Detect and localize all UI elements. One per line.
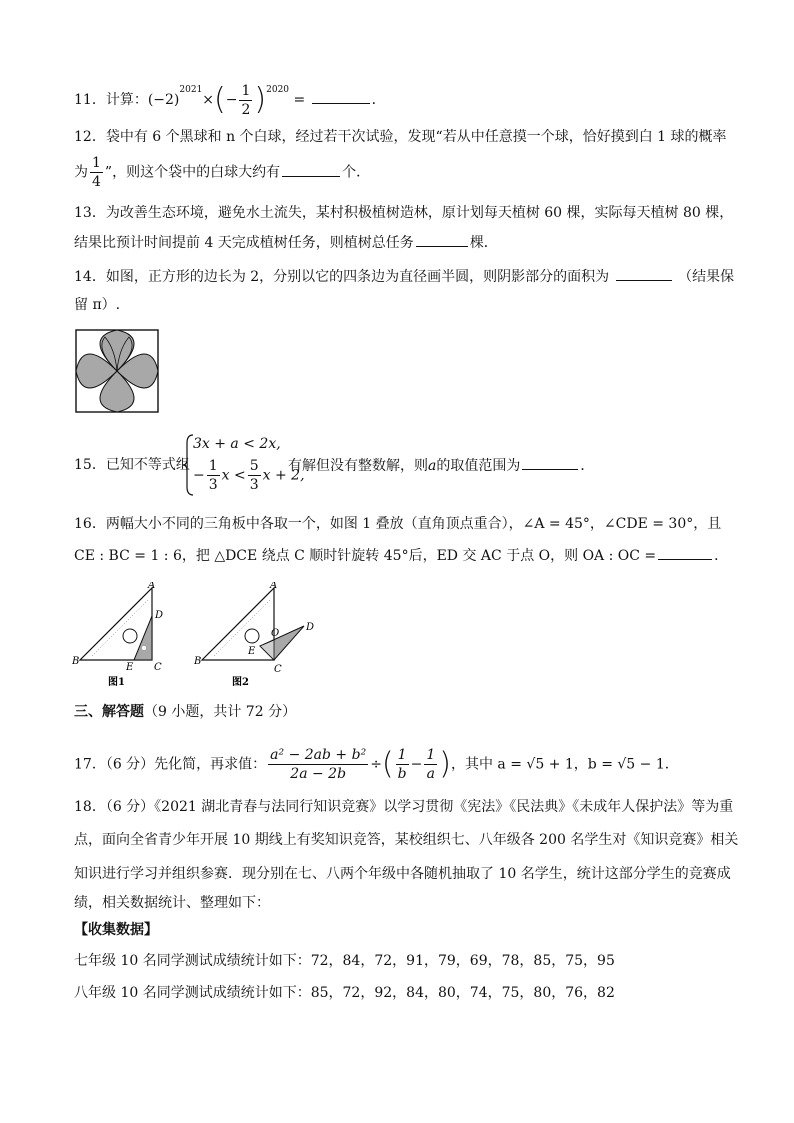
- question-15-tail: 有解但没有整数解，则a的取值范围为 ．: [288, 455, 594, 476]
- fig1-label-B: B: [72, 656, 80, 667]
- section-3-note: （9 小题，共计 72 分）: [144, 704, 297, 720]
- q12-pre: 为: [74, 164, 88, 181]
- fig2-caption: 图2: [232, 677, 249, 688]
- section-3-title: 三、解答题: [74, 704, 144, 720]
- q12-fraction: $\frac{1}{4}$: [92, 155, 101, 190]
- collect-data-title: 【收集数据】: [74, 922, 158, 938]
- q11-base: (−2): [147, 92, 180, 108]
- question-18-line3: 知识进行学习并组织参赛．现分别在七、八两个年级中各随机抽取了 10 名学生，统计这部分学生的竞赛成: [74, 866, 731, 882]
- fig2-label-E: E: [248, 646, 256, 657]
- q11-exp2: 2020: [266, 85, 290, 95]
- fig2-label-A: A: [270, 582, 278, 591]
- question-11: [74, 80, 386, 119]
- q16-answer-blank[interactable]: [658, 545, 712, 560]
- q11-answer-blank[interactable]: [312, 89, 370, 104]
- q11-lparen: (: [214, 82, 226, 117]
- question-15-number: 15．已知不等式组: [74, 457, 190, 473]
- question-13-line2: [74, 232, 498, 253]
- fig1-label-E: E: [126, 662, 134, 673]
- q12-answer-blank[interactable]: [282, 162, 340, 177]
- fig2-label-B: B: [194, 656, 202, 667]
- q16-figure-1: [72, 582, 172, 690]
- fig1-label-C: C: [154, 662, 162, 673]
- q14-text: 14．如图，正方形的边长为 2，分别以它的四条边为直径画半圆，则阴影部分的面积为: [74, 269, 610, 285]
- fig2-label-C: C: [274, 664, 282, 675]
- question-12-line2: [74, 154, 370, 191]
- q13-end: 棵．: [469, 235, 498, 251]
- fig2-label-D: D: [306, 622, 315, 633]
- q13-answer-blank[interactable]: [416, 232, 468, 247]
- question-14-line1: [74, 266, 734, 287]
- q17-fraction-2: $\frac{1}{b}$: [397, 747, 407, 782]
- question-18-line4: 绩，相关数据统计、整理如下：: [74, 895, 270, 911]
- q15-ineq2: − $\frac{1}{3}$ x < $\frac{5}{3}$ x + 2,: [193, 458, 305, 493]
- q11-rparen: ): [254, 82, 267, 117]
- q16-figure-2: [194, 582, 324, 690]
- q14-answer-blank[interactable]: [616, 266, 672, 281]
- q11-exp1: 2021: [179, 85, 203, 95]
- q14-square-figure: [75, 329, 159, 413]
- fig2-label-O: O: [271, 628, 280, 639]
- question-16-line2: CE : BC = 1 : 6，把 △DCE 绕点 C 顺时针旋转 45°后，ED 交 AC 于点 O，则 OA : OC = ．: [74, 545, 728, 566]
- q12-post: ”，则这个袋中的白球大约有: [104, 164, 281, 181]
- q17-fraction-1: $\frac{\text{a² − 2ab + b²}}{2a - 2b}$: [270, 747, 367, 782]
- grade7-scores: 七年级 10 名同学测试成绩统计如下：72，84，72，91，79，69，78，85，75，95: [74, 953, 615, 969]
- q13-line2-text: 结果比预计时间提前 4 天完成植树任务，则植树总任务: [74, 235, 414, 251]
- question-18-line2: 点，面向全省青少年开展 10 期线上有奖知识竞答，某校组织七、八年级各 200 名学生对《知识竞赛》相关: [74, 832, 739, 848]
- q15-answer-blank[interactable]: [522, 455, 578, 470]
- question-18-line1: 18．（6 分）《2021 湖北青春与法同行知识竞赛》以学习贯彻《宪法》《民法典》《未成年人保护法》等为重: [74, 799, 734, 815]
- question-17: 17．（6 分）先化简，再求值： $\frac{\text{a² − 2ab + b²}}{2a - 2b}$ ÷( $\frac{1}{b}$ − $\frac{1}{a}$ )，其中 a = √5 + 1，b = √5 − 1．: [74, 746, 679, 782]
- q11-number: 11．计算：: [74, 92, 148, 108]
- q12-end: 个．: [342, 164, 371, 181]
- q17-fraction-3: $\frac{1}{a}$: [426, 747, 436, 782]
- question-16-line1: 16．两幅大小不同的三角板中各取一个，如图 1 叠放（直角顶点重合），∠A = 45°，∠CDE = 30°，且: [74, 516, 722, 532]
- section-3-heading: [74, 702, 296, 722]
- q11-fraction: $\frac{1}{2}$: [241, 82, 251, 118]
- question-14-line2: 留 π）.: [74, 297, 121, 313]
- fig1-label-D: D: [155, 610, 164, 621]
- grade8-scores: 八年级 10 名同学测试成绩统计如下：85，72，92，84，80，74，75，80，76，82: [74, 985, 615, 1001]
- question-12-line1: 12．袋中有 6 个黑球和 n 个白球，经过若干次试验，发现“若从中任意摸一个球，恰好摸到白 1 球的概率: [74, 129, 727, 145]
- q11-minus: −: [225, 92, 238, 108]
- fig1-label-A: A: [148, 582, 156, 591]
- q15-ineq1: 3x + a < 2x,: [193, 436, 281, 452]
- fig1-caption: 图1: [108, 677, 125, 688]
- q14-text-end: （结果保: [678, 269, 735, 285]
- q11-eq: =: [293, 92, 306, 108]
- q11-times: ×: [202, 92, 215, 108]
- question-13-line1: 13．为改善生态环境，避免水土流失，某村积极植树造林，原计划每天植树 60 棵，实际每天植树 80 棵，: [74, 205, 734, 221]
- q11-end: ．: [371, 92, 386, 108]
